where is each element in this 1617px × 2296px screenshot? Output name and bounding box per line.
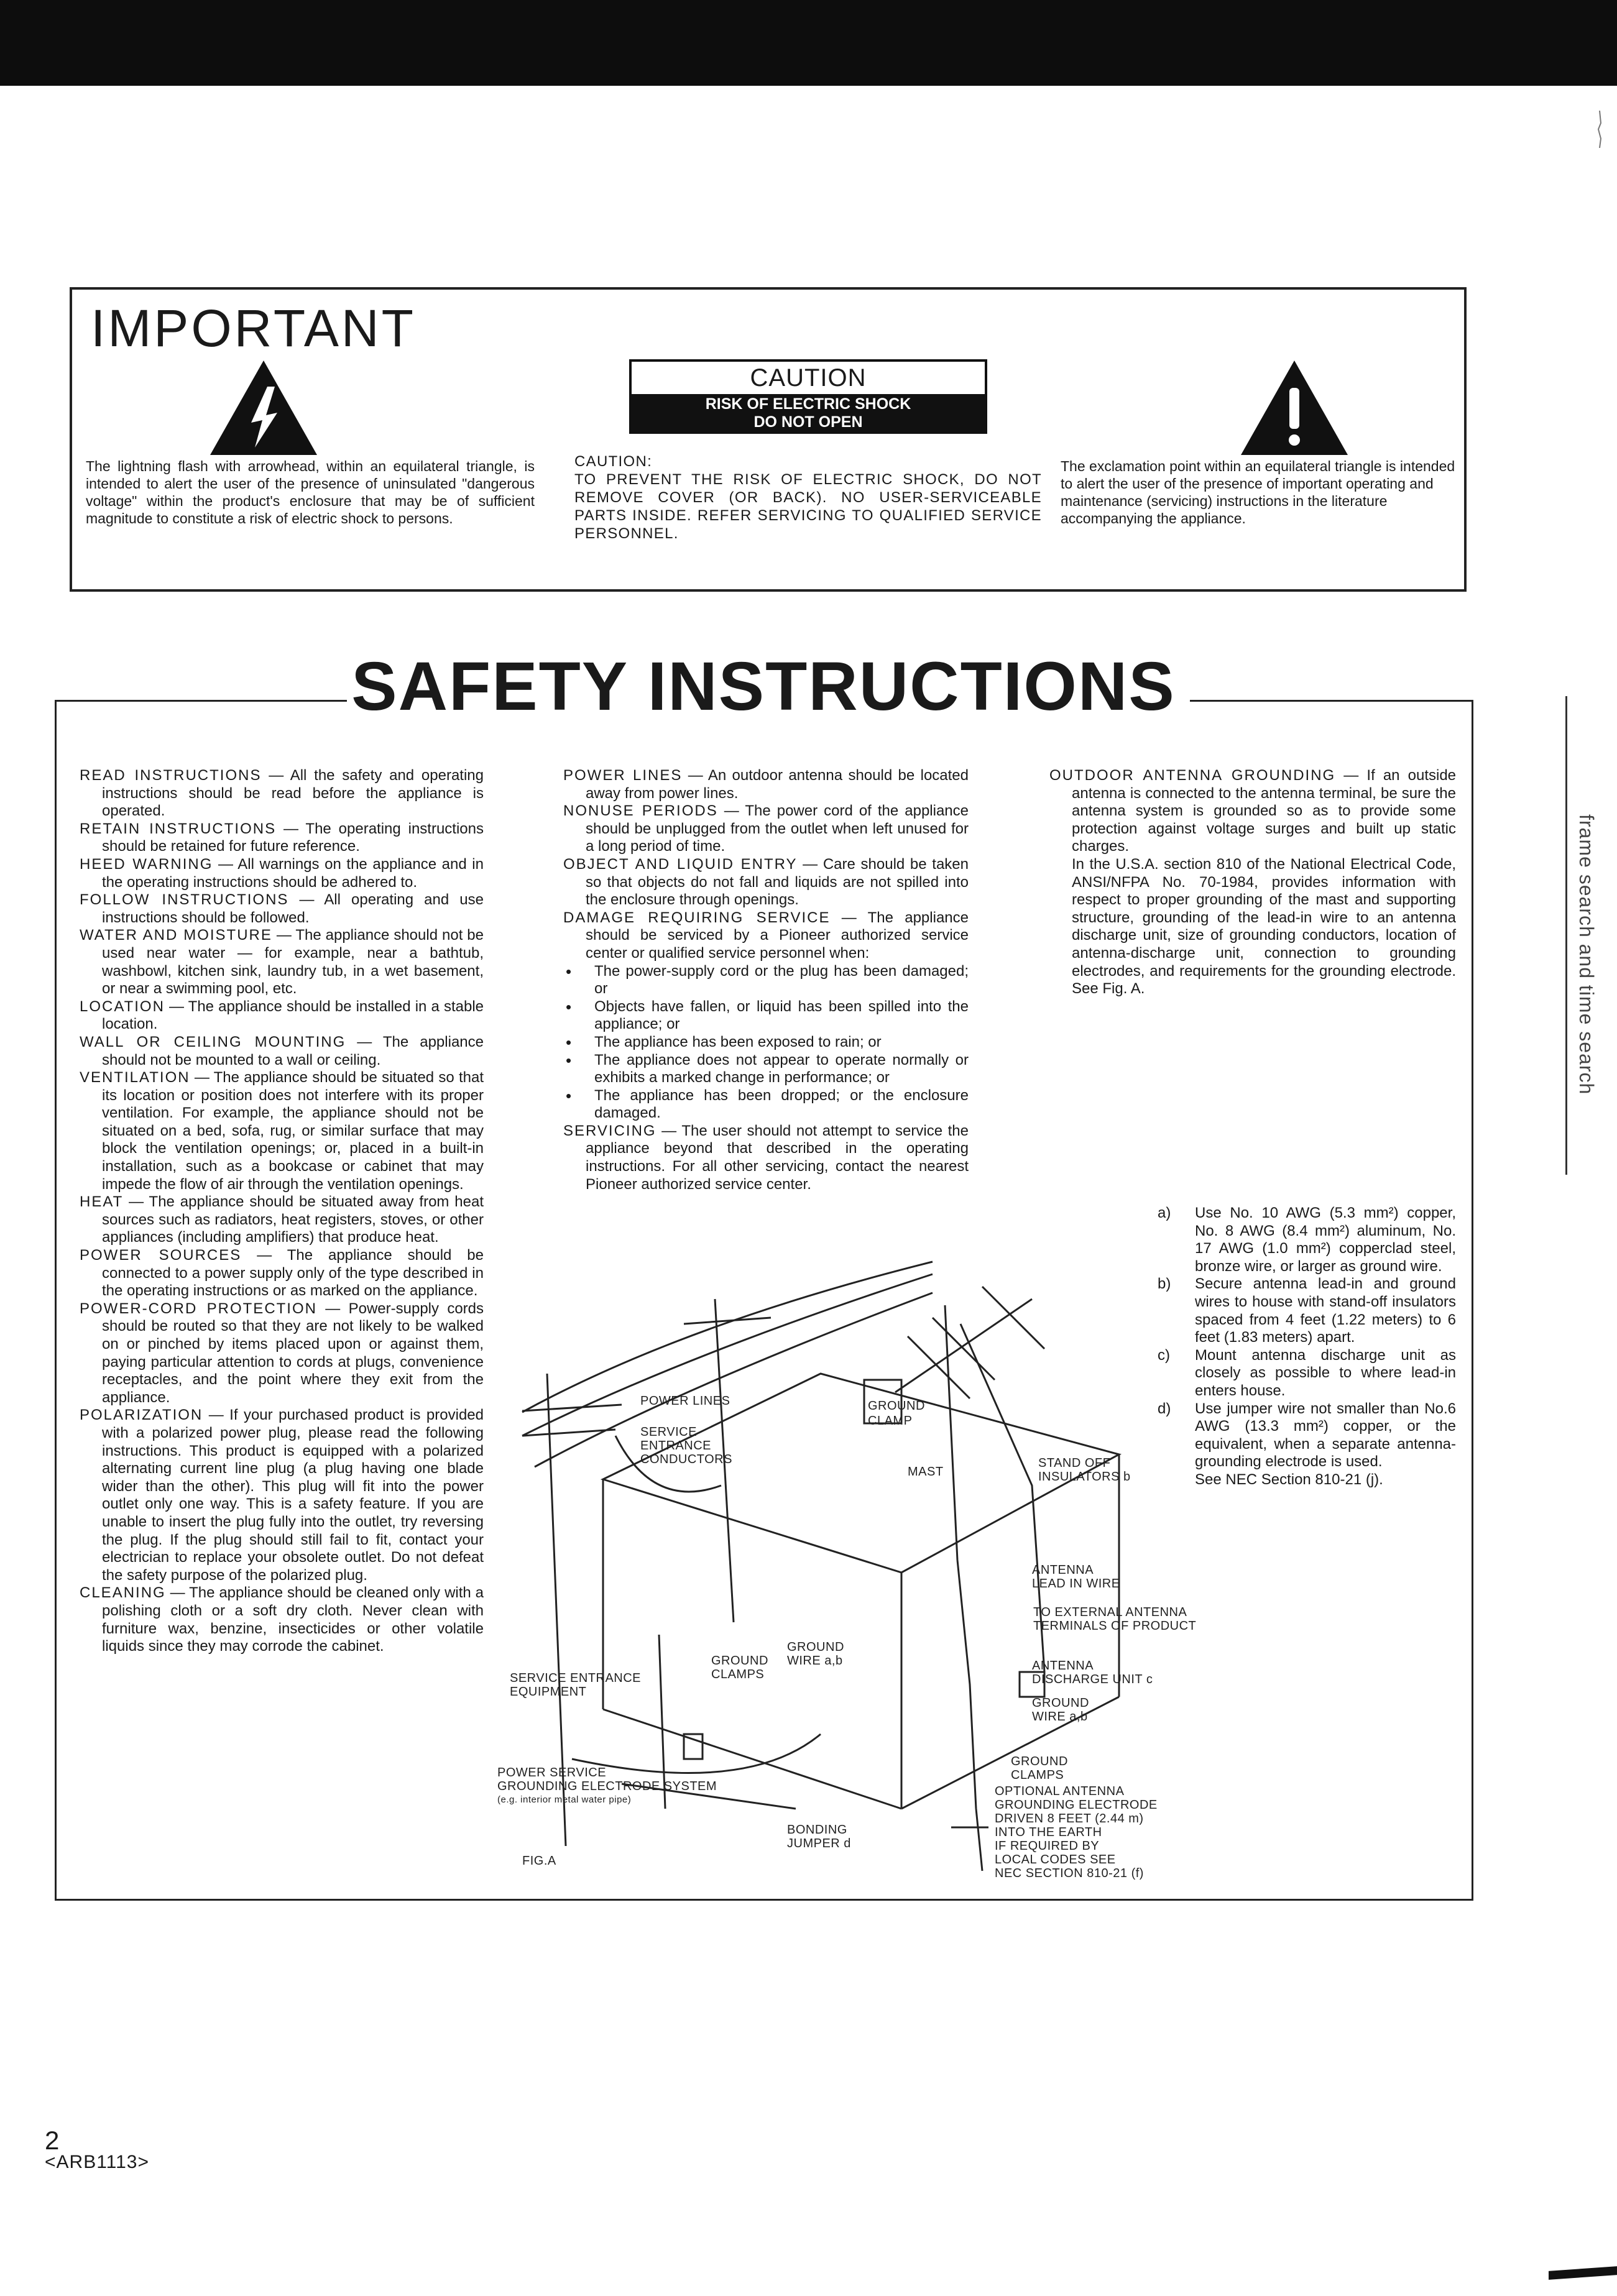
grounding-requirement-marker: b) bbox=[1158, 1275, 1171, 1293]
label-ground-clamp-1: GROUND bbox=[868, 1399, 925, 1413]
instruction-item bbox=[563, 802, 969, 856]
caution-text bbox=[574, 452, 1042, 543]
instruction-item bbox=[80, 998, 484, 1034]
nec-section-note: See NEC Section 810-21 (j). bbox=[1195, 1471, 1383, 1488]
grounding-requirement-marker: c) bbox=[1158, 1346, 1170, 1364]
caution-label-title: CAUTION bbox=[750, 364, 867, 392]
grounding-requirement-marker: d) bbox=[1158, 1400, 1171, 1417]
antenna-grounding-diagram bbox=[497, 1249, 1231, 1883]
instruction-item-heading: FOLLOW INSTRUCTIONS bbox=[80, 891, 289, 909]
outdoor-antenna-grounding-text: — If an outside antenna is connected to the antenna terminal, be sure the antenna system is grounded so as to provide some protection against voltage surges and built up static charges. bbox=[1072, 767, 1457, 855]
instruction-item-heading: RETAIN INSTRUCTIONS bbox=[80, 820, 277, 837]
instruction-item bbox=[80, 820, 484, 856]
column-3 bbox=[1049, 767, 1456, 998]
instruction-item bbox=[80, 891, 484, 927]
instruction-item bbox=[80, 1247, 484, 1300]
corner-mark bbox=[1549, 2266, 1617, 2280]
instruction-item-text: — All operating and use instructions should be followed. bbox=[102, 891, 484, 926]
instruction-item-heading: OBJECT AND LIQUID ENTRY bbox=[563, 855, 798, 873]
label-ground-clamps-b-1: GROUND bbox=[1011, 1755, 1068, 1768]
label-bonding-2: JUMPER d bbox=[787, 1837, 851, 1850]
label-antenna-lead-1: ANTENNA bbox=[1032, 1563, 1094, 1577]
column-1 bbox=[80, 767, 484, 1656]
label-optional-5: IF REQUIRED BY bbox=[995, 1839, 1100, 1853]
instruction-item bbox=[80, 767, 484, 820]
instruction-item-heading: POWER LINES bbox=[563, 767, 683, 784]
instruction-item-text: — Power-supply cords should be routed so that they are not likely to be walked on or pinched by items placed upon or against them, paying particular attention to cords at plugs, convenience receptacles, and the point where they exit from the appliance. bbox=[102, 1300, 484, 1406]
figure-caption: FIG.A bbox=[522, 1854, 556, 1868]
instruction-item-heading: NONUSE PERIODS bbox=[563, 802, 718, 820]
label-antenna-lead-2: LEAD IN WIRE bbox=[1032, 1577, 1120, 1591]
instruction-item-text: — The appliance should be cleaned only with a polishing cloth or a soft dry cloth. Never clean with furniture wax, benzine, insecticides or other volatile liquids since they may corrode the cabinet. bbox=[102, 1584, 484, 1655]
important-title: IMPORTANT bbox=[91, 299, 416, 357]
label-ground-wire-2: WIRE a,b bbox=[1032, 1710, 1088, 1724]
instruction-item bbox=[80, 1300, 484, 1407]
label-standoff-1: STAND OFF bbox=[1038, 1456, 1111, 1470]
column-2-items bbox=[563, 767, 969, 963]
instruction-item-heading: WALL OR CEILING MOUNTING bbox=[80, 1033, 346, 1050]
label-ground-clamps-1: GROUND bbox=[711, 1654, 768, 1668]
instruction-item-heading: POWER SOURCES bbox=[80, 1247, 242, 1264]
grounding-requirement-text: Use No. 10 AWG (5.3 mm²) copper, No. 8 AWG (8.4 mm²) aluminum, No. 17 AWG (1.0 mm²) copperclad steel, bronze wire, or larger as ground wire. bbox=[1195, 1205, 1456, 1275]
label-optional-3: DRIVEN 8 FEET (2.44 m) bbox=[995, 1812, 1144, 1825]
instruction-item bbox=[80, 1069, 484, 1193]
instruction-item bbox=[80, 1584, 484, 1655]
label-optional-6: LOCAL CODES SEE bbox=[995, 1853, 1116, 1867]
instruction-item-heading: CLEANING bbox=[80, 1584, 166, 1602]
instruction-item bbox=[563, 856, 969, 909]
label-standoff-2: INSULATORS b bbox=[1038, 1470, 1131, 1484]
top-black-bar bbox=[0, 0, 1617, 86]
caution-heading: CAUTION: bbox=[574, 453, 653, 470]
outdoor-antenna-grounding bbox=[1049, 767, 1456, 856]
instruction-item-text: — Care should be taken so that objects do not fall and liquids are not spilled into the enclosure through openings. bbox=[586, 855, 969, 909]
label-ground-wire-top-1: GROUND bbox=[787, 1640, 844, 1654]
label-mast: MAST bbox=[908, 1465, 944, 1479]
instruction-item-heading: HEAT bbox=[80, 1193, 124, 1211]
label-ground-wire-1: GROUND bbox=[1032, 1696, 1089, 1710]
instruction-item-text: — An outdoor antenna should be located away from power lines. bbox=[586, 767, 969, 802]
outdoor-antenna-grounding-heading: OUTDOOR ANTENNA GROUNDING bbox=[1049, 767, 1336, 784]
caution-banner-line1: RISK OF ELECTRIC SHOCK bbox=[705, 395, 911, 413]
instruction-item-text: — The appliance should not be mounted to a wall or ceiling. bbox=[102, 1033, 484, 1068]
label-power-service-2: GROUNDING ELECTRODE SYSTEM bbox=[497, 1779, 717, 1793]
instruction-item-heading: POWER-CORD PROTECTION bbox=[80, 1300, 317, 1317]
instruction-item-text: — All warnings on the appliance and in the operating instructions should be adhered to. bbox=[102, 855, 484, 891]
instruction-item-heading: VENTILATION bbox=[80, 1069, 190, 1086]
label-ground-clamps-2: CLAMPS bbox=[711, 1668, 765, 1681]
instruction-item-text: — The operating instructions should be retained for future reference. bbox=[102, 820, 484, 855]
label-service-2: ENTRANCE bbox=[640, 1439, 712, 1453]
label-service-entrance-1: SERVICE ENTRANCE bbox=[510, 1671, 642, 1685]
damage-condition: • Objects have fallen, or liquid has been spilled into the appliance; or bbox=[563, 998, 969, 1034]
instruction-item bbox=[80, 1407, 484, 1584]
instruction-item-heading: POLARIZATION bbox=[80, 1407, 203, 1424]
lightning-warning-icon bbox=[208, 358, 320, 457]
instruction-item-text: — The appliance should be serviced by a Pioneer authorized service center or qualified service personnel when: bbox=[586, 909, 969, 962]
safety-title: SAFETY INSTRUCTIONS bbox=[351, 648, 1176, 725]
label-service-entrance-2: EQUIPMENT bbox=[510, 1685, 587, 1699]
instruction-item-text: — The appliance should be situated away from heat sources such as radiators, heat registers, stoves, or other appliances (including amplifiers) that produce heat. bbox=[102, 1193, 484, 1246]
instruction-item-text: — The appliance should be installed in a stable location. bbox=[102, 998, 484, 1033]
label-optional-1: OPTIONAL ANTENNA bbox=[995, 1784, 1125, 1798]
instruction-item-heading: READ INSTRUCTIONS bbox=[80, 767, 262, 784]
column-2-tail bbox=[563, 1123, 969, 1193]
instruction-item-heading: HEED WARNING bbox=[80, 855, 213, 873]
instruction-item bbox=[80, 856, 484, 891]
instruction-item bbox=[563, 767, 969, 802]
caution-banner-line2: DO NOT OPEN bbox=[753, 413, 863, 431]
exclamation-explanation: The exclamation point within an equilateral triangle is intended to alert the user of the presence of important operating and maintenance (servicing) instructions in the literature accompanying the appliance. bbox=[1061, 458, 1455, 526]
damage-condition: • The appliance has been dropped; or the enclosure damaged. bbox=[563, 1087, 969, 1123]
caution-banner bbox=[632, 394, 985, 433]
label-ground-wire-top-2: WIRE a,b bbox=[787, 1654, 843, 1668]
instruction-item bbox=[80, 927, 484, 998]
damage-condition: • The power-supply cord or the plug has been damaged; or bbox=[563, 963, 969, 998]
instruction-item-text: — The appliance should not be used near water — for example, near a bathtub, washbowl, kitchen sink, laundry tub, in a wet basement, or near a swimming pool, etc. bbox=[102, 927, 484, 998]
damage-condition: • The appliance does not appear to operate normally or exhibits a marked change in performance; or bbox=[563, 1052, 969, 1087]
grounding-requirement-text: Use jumper wire not smaller than No.6 AWG (13.3 mm²) copper, or the equivalent, when a separate antenna-grounding electrode is used. bbox=[1195, 1400, 1456, 1471]
label-ground-clamps-b-2: CLAMPS bbox=[1011, 1768, 1064, 1782]
exclamation-warning-icon bbox=[1238, 358, 1350, 457]
scan-mark bbox=[1595, 111, 1605, 148]
side-rule bbox=[1565, 696, 1567, 1175]
label-optional-2: GROUNDING ELECTRODE bbox=[995, 1798, 1158, 1812]
instruction-item-heading: DAMAGE REQUIRING SERVICE bbox=[563, 909, 831, 926]
servicing-text: — The user should not attempt to service the appliance beyond that described in the operating instructions. For all other servicing, contact the nearest Pioneer authorized service center. bbox=[586, 1122, 969, 1193]
page-number: 2 bbox=[45, 2126, 60, 2155]
grounding-requirement-marker: a) bbox=[1158, 1205, 1171, 1221]
instruction-item bbox=[563, 909, 969, 963]
nec-paragraph: In the U.S.A. section 810 of the National Electrical Code, ANSI/NFPA No. 70-1984, provides information with respect to proper grounding of the mast and supporting structure, grounding of the lead-in wire to an antenna discharge unit, size of grounding conductors, location of antenna-discharge unit, connection to grounding electrodes, and requirements for the grounding electrode. See Fig. A. bbox=[1072, 855, 1456, 998]
caution-body: TO PREVENT THE RISK OF ELECTRIC SHOCK, DO NOT REMOVE COVER (OR BACK). NO USER-SERVICEABLE PARTS INSIDE. REFER SERVICING TO QUALIFIED SERVICE PERSONNEL. bbox=[574, 471, 1042, 542]
grounding-requirement-text: Mount antenna discharge unit as closely as possible to where lead-in enters house. bbox=[1195, 1346, 1456, 1399]
instruction-item-text: — The power cord of the appliance should be unplugged from the outlet when left unused for a long period of time. bbox=[586, 802, 969, 855]
label-service-3: CONDUCTORS bbox=[640, 1453, 732, 1466]
important-box bbox=[70, 287, 1467, 592]
lightning-explanation: The lightning flash with arrowhead, within an equilateral triangle, is intended to alert the user of the presence of uninsulated "dangerous voltage" within the product's enclosure that may be of sufficient magnitude to constitute a risk of electric shock to persons. bbox=[86, 458, 535, 526]
label-bonding-1: BONDING bbox=[787, 1823, 847, 1837]
damage-condition: • The appliance has been exposed to rain; or bbox=[563, 1034, 969, 1052]
side-section-label: frame search and time search bbox=[1575, 814, 1598, 1095]
servicing-heading: SERVICING bbox=[563, 1122, 656, 1139]
instruction-item-text: — If your purchased product is provided with a polarized power plug, please read the following instructions. This product is equipped with a polarized alternating current line plug (a plug having one blade wider than the other). This plug will fit into the power outlet only one way. This is a safety feature. If you are unable to insert the plug fully into the outlet, try reversing the plug. If the plug should still fail to fit, contact your electrician to replace your obsolete outlet. Do not defeat the safety purpose of the polarized plug. bbox=[102, 1407, 484, 1584]
caution-label bbox=[629, 359, 987, 434]
instruction-item-text: — The appliance should be situated so that its location or position does not interfere with its proper ventilation. For example, the appliance should not be situated on a bed, sofa, rug, or similar surface that may block the ventilation openings; or, placed in a built-in installation, such as a bookcase or cabinet that may impede the flow of air through the ventilation openings. bbox=[102, 1069, 484, 1193]
damage-conditions-list bbox=[563, 963, 969, 1123]
label-ext-antenna-1: TO EXTERNAL ANTENNA bbox=[1033, 1605, 1187, 1619]
instruction-item-text: — All the safety and operating instructions should be read before the appliance is operated. bbox=[102, 767, 484, 820]
instruction-item-text: — The appliance should be connected to a power supply only of the type described in the operating instructions or as marked on the appliance. bbox=[102, 1247, 484, 1300]
label-optional-7: NEC SECTION 810-21 (f) bbox=[995, 1867, 1144, 1880]
grounding-requirement-text: Secure antenna lead-in and ground wires to house with stand-off insulators spaced from 4 feet (1.22 meters) to 6 feet (1.83 meters) apart. bbox=[1195, 1275, 1456, 1346]
label-power-service-1: POWER SERVICE bbox=[497, 1766, 607, 1779]
servicing-item bbox=[563, 1123, 969, 1193]
instruction-item-heading: WATER AND MOISTURE bbox=[80, 927, 272, 944]
instruction-item bbox=[80, 1034, 484, 1069]
label-service-1: SERVICE bbox=[640, 1425, 697, 1439]
document-code: <ARB1113> bbox=[45, 2152, 150, 2172]
label-power-service-3: (e.g. interior metal water pipe) bbox=[497, 1794, 632, 1805]
label-power-lines: POWER LINES bbox=[640, 1394, 730, 1408]
label-ground-clamp-2: CLAMP bbox=[868, 1414, 913, 1428]
column-2 bbox=[563, 767, 969, 1193]
instruction-item-heading: LOCATION bbox=[80, 998, 165, 1015]
label-optional-4: INTO THE EARTH bbox=[995, 1825, 1102, 1839]
label-discharge-1: ANTENNA bbox=[1032, 1659, 1094, 1673]
label-ext-antenna-2: TERMINALS OF PRODUCT bbox=[1033, 1619, 1197, 1633]
instruction-item bbox=[80, 1193, 484, 1247]
label-discharge-2: DISCHARGE UNIT c bbox=[1032, 1673, 1153, 1686]
